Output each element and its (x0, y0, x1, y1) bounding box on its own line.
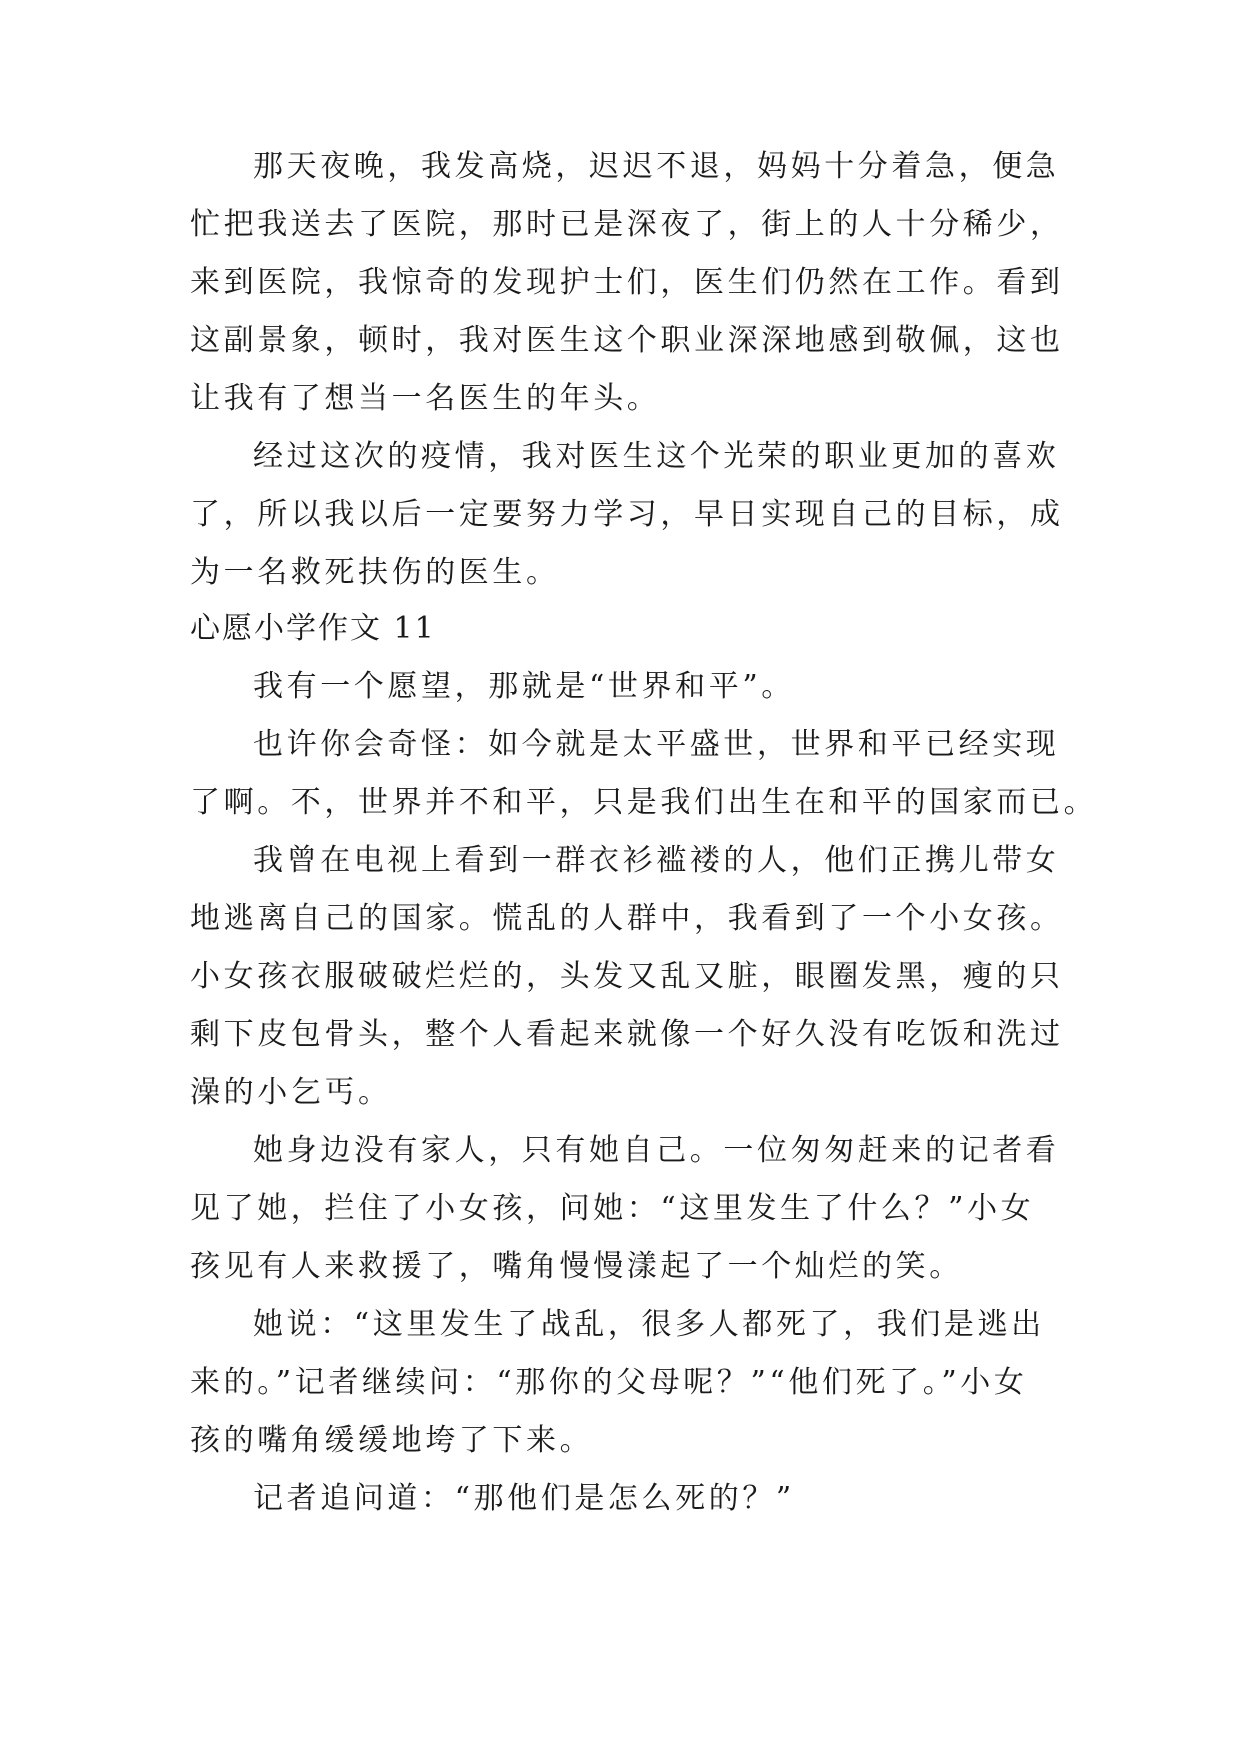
paragraph-line: 为一名救死扶伤的医生。 (190, 555, 560, 590)
paragraph-line: 她说：“这里发生了战乱，很多人都死了，我们是逃出 (253, 1307, 1045, 1342)
paragraph-line: 让我有了想当一名医生的年头。 (190, 381, 661, 416)
paragraph-line: 澡的小乞丐。 (190, 1075, 392, 1110)
paragraph-line: 了啊。不，世界并不和平，只是我们出生在和平的国家而已。 (190, 785, 1098, 820)
paragraph-line: 我曾在电视上看到一群衣衫褴褛的人，他们正携儿带女 (253, 843, 1060, 878)
paragraph-line: 来到医院，我惊奇的发现护士们，医生们仍然在工作。看到 (190, 265, 1064, 300)
paragraph-line: 了，所以我以后一定要努力学习，早日实现自己的目标，成 (190, 497, 1064, 532)
paragraph-line: 记者追问道：“那他们是怎么死的？” (253, 1481, 795, 1516)
paragraph-line: 见了她，拦住了小女孩，问她：“这里发生了什么？”小女 (190, 1191, 1035, 1226)
paragraph-line: 我有一个愿望，那就是“世界和平”。 (253, 669, 795, 704)
paragraph-line: 小女孩衣服破破烂烂的，头发又乱又脏，眼圈发黑，瘦的只 (190, 959, 1064, 994)
paragraph-line: 那天夜晚，我发高烧，迟迟不退，妈妈十分着急，便急 (253, 149, 1060, 184)
paragraph-line: 剩下皮包骨头，整个人看起来就像一个好久没有吃饭和洗过 (190, 1017, 1064, 1052)
paragraph-line: 她身边没有家人，只有她自己。一位匆匆赶来的记者看 (253, 1133, 1060, 1168)
section-heading: 心愿小学作文 11 (190, 611, 436, 646)
paragraph-line: 也许你会奇怪：如今就是太平盛世，世界和平已经实现 (253, 727, 1060, 762)
paragraph-line: 这副景象，顿时，我对医生这个职业深深地感到敬佩，这也 (190, 323, 1064, 358)
paragraph-line: 地逃离自己的国家。慌乱的人群中，我看到了一个小女孩。 (190, 901, 1064, 936)
paragraph-line: 孩的嘴角缓缓地垮了下来。 (190, 1423, 594, 1458)
paragraph-line: 忙把我送去了医院，那时已是深夜了，街上的人十分稀少， (190, 207, 1064, 242)
paragraph-line: 孩见有人来救援了，嘴角慢慢漾起了一个灿烂的笑。 (190, 1249, 963, 1284)
paragraph-line: 经过这次的疫情，我对医生这个光荣的职业更加的喜欢 (253, 439, 1060, 474)
paragraph-line: 来的。”记者继续问：“那你的父母呢？”“他们死了。”小女 (190, 1365, 1028, 1400)
